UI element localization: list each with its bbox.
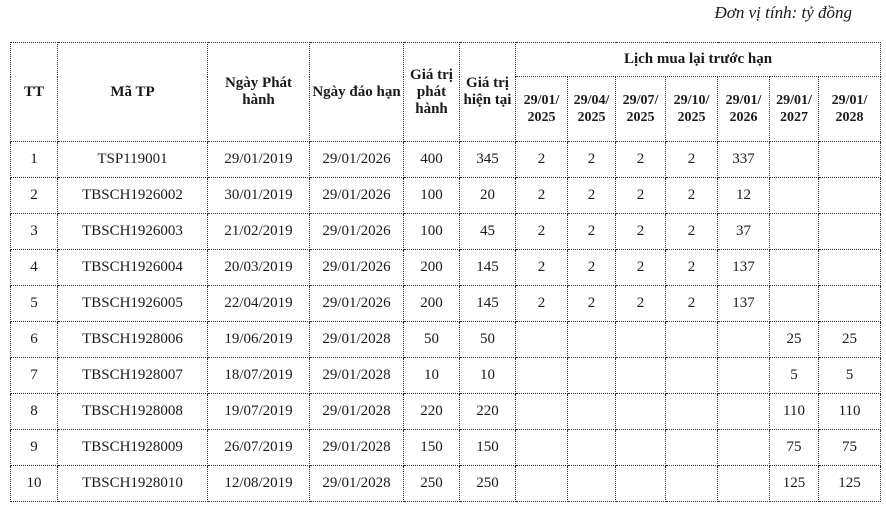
cell-schedule-amount: 2 bbox=[516, 286, 568, 322]
cell-maturity-date: 29/01/2026 bbox=[310, 286, 404, 322]
cell-tt: 7 bbox=[11, 358, 58, 394]
cell-schedule-amount bbox=[568, 358, 616, 394]
header-maturity-date: Ngày đáo hạn bbox=[310, 43, 404, 142]
cell-schedule-amount: 2 bbox=[516, 250, 568, 286]
cell-schedule-amount bbox=[516, 466, 568, 502]
cell-issued-value: 100 bbox=[404, 214, 460, 250]
cell-schedule-amount bbox=[819, 250, 881, 286]
cell-schedule-amount bbox=[718, 430, 770, 466]
table-row bbox=[11, 322, 881, 358]
cell-issued-value: 250 bbox=[404, 466, 460, 502]
cell-code: TBSCH1926004 bbox=[58, 250, 208, 286]
cell-schedule-amount bbox=[770, 250, 819, 286]
cell-schedule-amount bbox=[666, 466, 718, 502]
cell-schedule-amount bbox=[666, 322, 718, 358]
cell-schedule-amount: 75 bbox=[770, 430, 819, 466]
cell-schedule-amount: 110 bbox=[819, 394, 881, 430]
cell-schedule-amount: 2 bbox=[616, 286, 666, 322]
cell-schedule-amount: 337 bbox=[718, 142, 770, 178]
cell-issue-date: 12/08/2019 bbox=[208, 466, 310, 502]
cell-code: TBSCH1928010 bbox=[58, 466, 208, 502]
cell-schedule-amount bbox=[616, 466, 666, 502]
cell-code: TSP119001 bbox=[58, 142, 208, 178]
cell-current-value: 145 bbox=[460, 250, 516, 286]
cell-current-value: 145 bbox=[460, 286, 516, 322]
cell-schedule-amount: 25 bbox=[819, 322, 881, 358]
table-row bbox=[11, 358, 881, 394]
cell-schedule-amount: 2 bbox=[616, 214, 666, 250]
cell-schedule-amount: 2 bbox=[516, 178, 568, 214]
cell-current-value: 220 bbox=[460, 394, 516, 430]
cell-schedule-amount bbox=[819, 286, 881, 322]
cell-schedule-amount bbox=[616, 322, 666, 358]
cell-schedule-amount: 2 bbox=[516, 142, 568, 178]
cell-schedule-amount: 12 bbox=[718, 178, 770, 214]
cell-schedule-amount bbox=[770, 286, 819, 322]
cell-schedule-amount bbox=[718, 322, 770, 358]
cell-schedule-amount bbox=[718, 466, 770, 502]
cell-issue-date: 19/06/2019 bbox=[208, 322, 310, 358]
cell-schedule-amount bbox=[666, 430, 718, 466]
cell-schedule-amount bbox=[666, 394, 718, 430]
cell-schedule-amount bbox=[516, 322, 568, 358]
cell-schedule-amount: 110 bbox=[770, 394, 819, 430]
table-row bbox=[11, 178, 881, 214]
cell-tt: 2 bbox=[11, 178, 58, 214]
header-schedule-date: 29/01/ 2026 bbox=[718, 77, 770, 142]
cell-current-value: 20 bbox=[460, 178, 516, 214]
cell-issued-value: 150 bbox=[404, 430, 460, 466]
header-schedule-date: 29/01/ 2027 bbox=[770, 77, 819, 142]
cell-schedule-amount bbox=[718, 394, 770, 430]
cell-tt: 6 bbox=[11, 322, 58, 358]
cell-issue-date: 29/01/2019 bbox=[208, 142, 310, 178]
cell-schedule-amount: 2 bbox=[568, 178, 616, 214]
header-schedule-date: 29/01/ 2025 bbox=[516, 77, 568, 142]
cell-issued-value: 100 bbox=[404, 178, 460, 214]
cell-schedule-amount bbox=[568, 394, 616, 430]
cell-schedule-amount bbox=[516, 430, 568, 466]
table-row bbox=[11, 430, 881, 466]
table-row bbox=[11, 214, 881, 250]
cell-issued-value: 400 bbox=[404, 142, 460, 178]
table-row bbox=[11, 466, 881, 502]
cell-issue-date: 19/07/2019 bbox=[208, 394, 310, 430]
cell-maturity-date: 29/01/2026 bbox=[310, 250, 404, 286]
table-row bbox=[11, 394, 881, 430]
unit-note: Đơn vị tính: tỷ đồng bbox=[714, 3, 852, 22]
cell-schedule-amount bbox=[516, 358, 568, 394]
cell-schedule-amount: 2 bbox=[568, 142, 616, 178]
cell-issued-value: 220 bbox=[404, 394, 460, 430]
cell-schedule-amount bbox=[616, 394, 666, 430]
cell-maturity-date: 29/01/2028 bbox=[310, 394, 404, 430]
cell-schedule-amount: 125 bbox=[819, 466, 881, 502]
header-current-value: Giá trị hiện tại bbox=[460, 43, 516, 142]
cell-schedule-amount: 75 bbox=[819, 430, 881, 466]
cell-current-value: 250 bbox=[460, 466, 516, 502]
cell-schedule-amount bbox=[568, 322, 616, 358]
header-issue-date: Ngày Phát hành bbox=[208, 43, 310, 142]
cell-maturity-date: 29/01/2028 bbox=[310, 322, 404, 358]
cell-schedule-amount: 2 bbox=[666, 286, 718, 322]
cell-schedule-amount: 2 bbox=[568, 286, 616, 322]
bond-buyback-table bbox=[10, 42, 881, 502]
cell-maturity-date: 29/01/2028 bbox=[310, 358, 404, 394]
cell-maturity-date: 29/01/2028 bbox=[310, 466, 404, 502]
cell-schedule-amount: 2 bbox=[568, 214, 616, 250]
cell-tt: 1 bbox=[11, 142, 58, 178]
cell-schedule-amount bbox=[516, 394, 568, 430]
cell-code: TBSCH1928006 bbox=[58, 322, 208, 358]
cell-schedule-amount: 2 bbox=[666, 250, 718, 286]
cell-issued-value: 200 bbox=[404, 286, 460, 322]
cell-schedule-amount: 37 bbox=[718, 214, 770, 250]
cell-current-value: 45 bbox=[460, 214, 516, 250]
cell-issued-value: 50 bbox=[404, 322, 460, 358]
cell-schedule-amount: 125 bbox=[770, 466, 819, 502]
cell-schedule-amount: 2 bbox=[616, 178, 666, 214]
cell-maturity-date: 29/01/2026 bbox=[310, 142, 404, 178]
header-tt: TT bbox=[11, 43, 58, 142]
cell-schedule-amount: 2 bbox=[666, 214, 718, 250]
cell-tt: 10 bbox=[11, 466, 58, 502]
cell-tt: 9 bbox=[11, 430, 58, 466]
cell-code: TBSCH1926005 bbox=[58, 286, 208, 322]
cell-schedule-amount bbox=[616, 358, 666, 394]
cell-schedule-amount: 2 bbox=[666, 142, 718, 178]
cell-tt: 4 bbox=[11, 250, 58, 286]
header-issued-value: Giá trị phát hành bbox=[404, 43, 460, 142]
header-schedule-title: Lịch mua lại trước hạn bbox=[516, 43, 881, 77]
cell-issue-date: 30/01/2019 bbox=[208, 178, 310, 214]
cell-schedule-amount: 5 bbox=[819, 358, 881, 394]
cell-code: TBSCH1928007 bbox=[58, 358, 208, 394]
cell-schedule-amount: 2 bbox=[616, 142, 666, 178]
table-row bbox=[11, 142, 881, 178]
cell-issue-date: 22/04/2019 bbox=[208, 286, 310, 322]
cell-issue-date: 18/07/2019 bbox=[208, 358, 310, 394]
cell-schedule-amount: 2 bbox=[568, 250, 616, 286]
cell-current-value: 150 bbox=[460, 430, 516, 466]
cell-maturity-date: 29/01/2026 bbox=[310, 214, 404, 250]
cell-issue-date: 21/02/2019 bbox=[208, 214, 310, 250]
cell-schedule-amount: 25 bbox=[770, 322, 819, 358]
cell-schedule-amount bbox=[616, 430, 666, 466]
cell-maturity-date: 29/01/2028 bbox=[310, 430, 404, 466]
cell-schedule-amount: 137 bbox=[718, 286, 770, 322]
cell-schedule-amount: 2 bbox=[616, 250, 666, 286]
cell-tt: 3 bbox=[11, 214, 58, 250]
cell-schedule-amount bbox=[666, 358, 718, 394]
cell-current-value: 345 bbox=[460, 142, 516, 178]
table-row bbox=[11, 250, 881, 286]
cell-code: TBSCH1928009 bbox=[58, 430, 208, 466]
cell-current-value: 50 bbox=[460, 322, 516, 358]
cell-maturity-date: 29/01/2026 bbox=[310, 178, 404, 214]
cell-code: TBSCH1926003 bbox=[58, 214, 208, 250]
cell-schedule-amount bbox=[718, 358, 770, 394]
cell-schedule-amount: 137 bbox=[718, 250, 770, 286]
cell-tt: 5 bbox=[11, 286, 58, 322]
cell-issued-value: 10 bbox=[404, 358, 460, 394]
cell-schedule-amount bbox=[819, 178, 881, 214]
cell-issue-date: 20/03/2019 bbox=[208, 250, 310, 286]
header-schedule-date: 29/04/ 2025 bbox=[568, 77, 616, 142]
cell-schedule-amount: 2 bbox=[516, 214, 568, 250]
cell-schedule-amount: 2 bbox=[666, 178, 718, 214]
cell-schedule-amount bbox=[770, 178, 819, 214]
cell-schedule-amount bbox=[568, 430, 616, 466]
header-code: Mã TP bbox=[58, 43, 208, 142]
cell-schedule-amount bbox=[770, 214, 819, 250]
table-row bbox=[11, 286, 881, 322]
header-schedule-date: 29/10/ 2025 bbox=[666, 77, 718, 142]
cell-schedule-amount bbox=[770, 142, 819, 178]
cell-code: TBSCH1928008 bbox=[58, 394, 208, 430]
cell-schedule-amount: 5 bbox=[770, 358, 819, 394]
cell-code: TBSCH1926002 bbox=[58, 178, 208, 214]
cell-issue-date: 26/07/2019 bbox=[208, 430, 310, 466]
cell-schedule-amount bbox=[819, 214, 881, 250]
cell-issued-value: 200 bbox=[404, 250, 460, 286]
header-schedule-date: 29/01/ 2028 bbox=[819, 77, 881, 142]
cell-schedule-amount bbox=[568, 466, 616, 502]
cell-current-value: 10 bbox=[460, 358, 516, 394]
header-schedule-date: 29/07/ 2025 bbox=[616, 77, 666, 142]
cell-schedule-amount bbox=[819, 142, 881, 178]
cell-tt: 8 bbox=[11, 394, 58, 430]
